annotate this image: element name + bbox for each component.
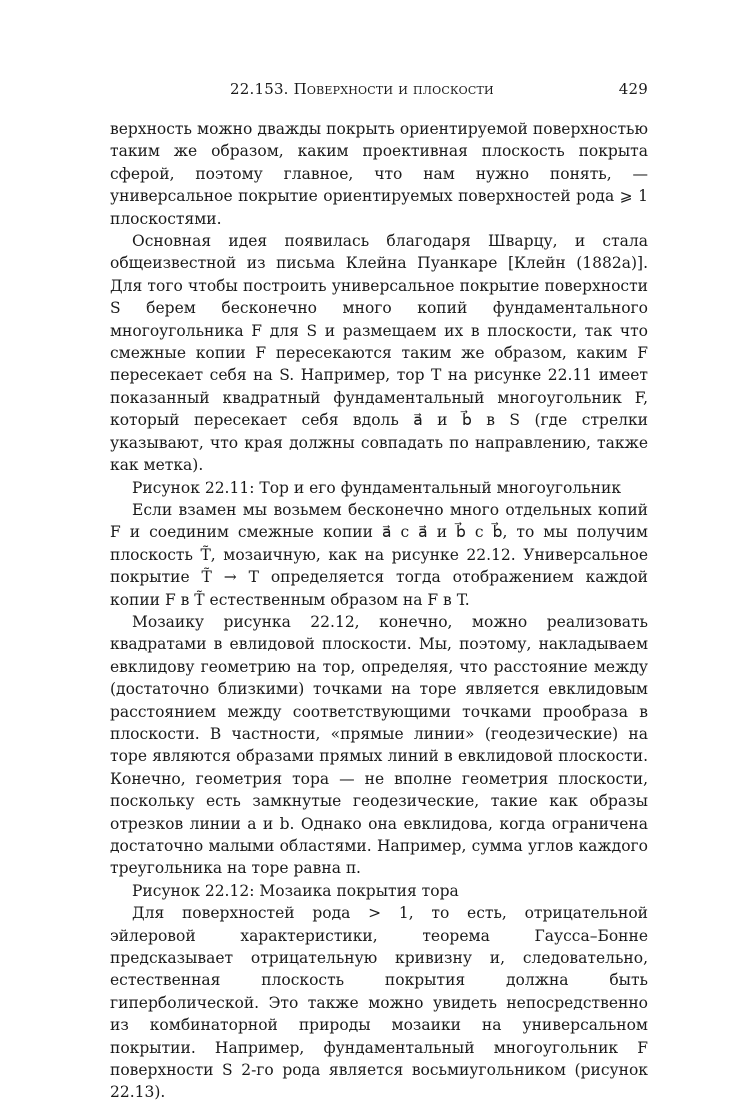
page-number: 429 (618, 80, 648, 98)
page (110, 80, 648, 1104)
paragraph-main-idea: Основная идея появилась благодаря Шварцу, и стала общеизвестной из письма Клейна Пуанкаре [Клейн (1882а)]. Для того чтобы построить универсальное покрытие поверхности S берем бесконечно много копий фундаментального многоугольника F для S и размещаем их в плоскости, так что смежные копии F пересекаются таким же образом, каким F пересекает себя на S. Например, тор T на рисунке 22.11 имеет показанный квадратный фундаментальный многоугольник F, который пересекает себя вдоль a⃗ и b⃗ в S (где стрелки указывают, что края должны совпадать по направлению, также как метка). (110, 232, 648, 475)
running-head (110, 80, 648, 106)
paragraph-euclidean-geometry: Мозаику рисунка 22.12, конечно, можно реализовать квадратами в евлидовой плоскости. Мы, поэтому, накладываем евклидову геометрию на тор, определяя, что расстояние между (достаточно близкими) точками на торе является евклидовым расстоянием между соответствующими точками прообраза в плоскости. В частности, «прямые линии» (геодезические) на торе являются образами прямых линий в евклидовой плоскости. Конечно, геометрия тора — не вполне геометрия плоскости, поскольку есть замкнутые геодезические, такие как образы отрезков линии a и b. Однако она евклидова, когда ограничена достаточно малыми областями. Например, сумма углов каждого треугольника на торе равна π. (110, 612, 648, 878)
paragraph-continued: верхность можно дважды покрыть ориентируемой поверхностью таким же образом, каким проективная плоскость покрыта сферой, поэтому главное, что нам нужно понять, — универсальное покрытие ориентируемых поверхностей рода ⩾ 1 плоскостями. (110, 120, 648, 228)
figure-caption-22-12: Рисунок 22.12: Мозаика покрытия тора (132, 881, 459, 900)
paragraph-tiling: Если взамен мы возьмем бесконечно много отдельных копий F и соединим смежные копии a⃗ с a⃗ и b⃗ с b⃗, то мы получим плоскость T̃, мозаичную, как на рисунке 22.12. Универсальное покрытие T̃ → T определяется тогда отображением каждой копии F в T̃ естественным образом на F в T. (110, 500, 648, 609)
figure-caption-22-11: Рисунок 22.11: Тор и его фундаментальный многоугольник (132, 478, 622, 497)
section-title: 22.153. Поверхности и плоскости (230, 80, 494, 98)
paragraph-hyperbolic: Для поверхностей рода > 1, то есть, отрицательной эйлеровой характеристики, теорема Гаусса–Бонне предсказывает отрицательную кривизну и, следовательно, естественная плоскость покрытия должна быть гиперболической. Это также можно увидеть непосредственно из комбинаторной природы мозаики на универсальном покрытии. Например, фундаментальный многоугольник F поверхности S 2-го рода является восьмиугольником (рисунок 22.13). (110, 904, 648, 1102)
body-text (110, 118, 648, 1104)
